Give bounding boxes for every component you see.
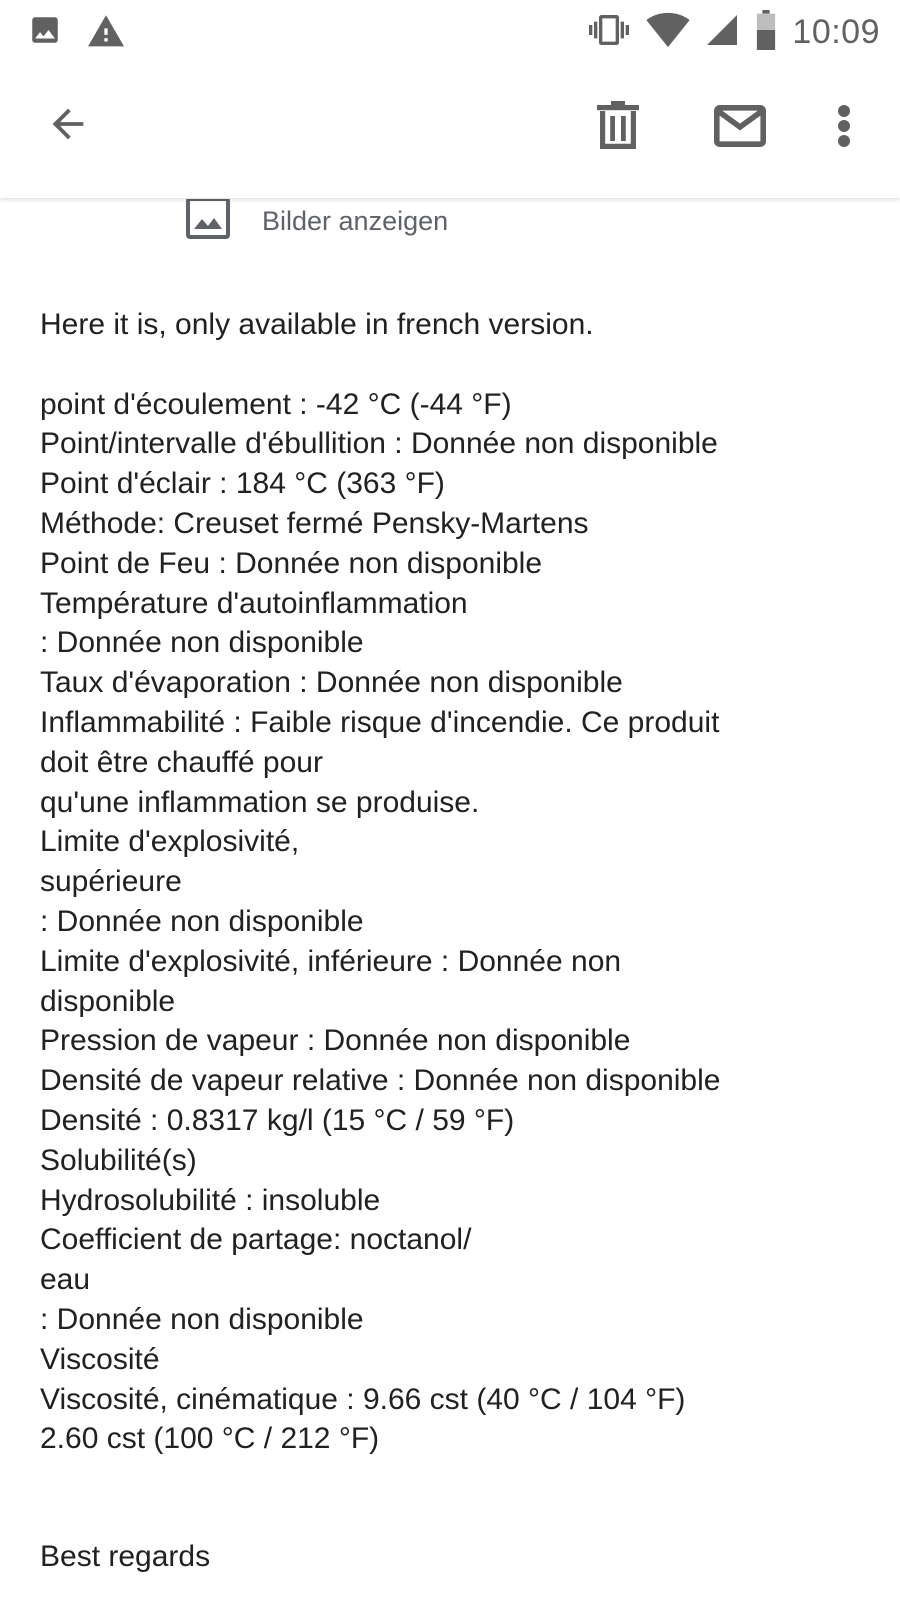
email-line: : Donnée non disponible bbox=[40, 904, 364, 938]
trash-icon bbox=[597, 101, 639, 156]
show-images-label[interactable]: Bilder anzeigen bbox=[262, 205, 449, 236]
email-line: Température d'autoinflammation bbox=[40, 586, 468, 620]
email-line: disponible bbox=[40, 984, 176, 1018]
email-line: point d'écoulement : -42 °C (-44 °F) bbox=[40, 387, 512, 421]
email-closing: Best regards bbox=[40, 1540, 211, 1574]
email-line: Viscosité bbox=[40, 1342, 160, 1376]
mark-unread-button[interactable] bbox=[712, 102, 768, 154]
email-line: : Donnée non disponible bbox=[40, 1302, 364, 1336]
email-line: Hydrosolubilité : insoluble bbox=[40, 1183, 381, 1217]
battery-icon bbox=[754, 10, 778, 55]
email-line: Pression de vapeur : Donnée non disponible bbox=[40, 1024, 631, 1058]
email-line: Méthode: Creuset fermé Pensky-Martens bbox=[40, 506, 589, 540]
email-line: Point/intervalle d'ébullition : Donnée non disponible bbox=[40, 427, 718, 461]
signal-icon bbox=[704, 12, 740, 53]
image-notification-icon bbox=[28, 13, 62, 52]
email-line: qu'une inflammation se produise. bbox=[40, 785, 480, 819]
email-line: doit être chauffé pour bbox=[40, 745, 323, 779]
email-line: Viscosité, cinématique : 9.66 cst (40 °C / 104 °F) bbox=[40, 1382, 686, 1416]
more-options-button[interactable] bbox=[830, 102, 858, 154]
email-line: Inflammabilité : Faible risque d'incendie. Ce produit bbox=[40, 705, 720, 739]
email-line: eau bbox=[40, 1263, 91, 1297]
clock-time: 10:09 bbox=[792, 13, 880, 51]
email-line: Limite d'explosivité, inférieure : Donnée non bbox=[40, 944, 622, 978]
email-line: : Donnée non disponible bbox=[40, 626, 364, 660]
email-line: 2.60 cst (100 °C / 212 °F) bbox=[40, 1422, 380, 1456]
email-body bbox=[40, 305, 880, 1577]
email-line: Limite d'explosivité, bbox=[40, 825, 300, 859]
email-line: Coefficient de partage: noctanol/ bbox=[40, 1223, 472, 1257]
email-line: Solubilité(s) bbox=[40, 1143, 197, 1177]
show-images-link[interactable] bbox=[186, 198, 448, 244]
image-placeholder-icon bbox=[186, 199, 230, 244]
email-line: Point d'éclair : 184 °C (363 °F) bbox=[40, 467, 445, 501]
email-line: Densité : 0.8317 kg/l (15 °C / 59 °F) bbox=[40, 1103, 515, 1137]
more-vert-icon bbox=[837, 104, 851, 153]
back-arrow-icon bbox=[45, 101, 91, 152]
email-line: Densité de vapeur relative : Donnée non disponible bbox=[40, 1064, 721, 1098]
back-button[interactable] bbox=[42, 100, 94, 152]
email-intro: Here it is, only available in french version. bbox=[40, 308, 594, 341]
app-bar bbox=[0, 62, 900, 198]
wifi-icon bbox=[646, 12, 690, 53]
email-line: Taux d'évaporation : Donnée non disponible bbox=[40, 666, 623, 700]
warning-icon bbox=[86, 12, 126, 53]
mail-icon bbox=[714, 105, 766, 152]
status-bar bbox=[0, 0, 900, 62]
delete-button[interactable] bbox=[592, 100, 644, 156]
email-line: supérieure bbox=[40, 865, 182, 899]
vibrate-icon bbox=[586, 10, 632, 55]
email-line: Point de Feu : Donnée non disponible bbox=[40, 546, 543, 580]
